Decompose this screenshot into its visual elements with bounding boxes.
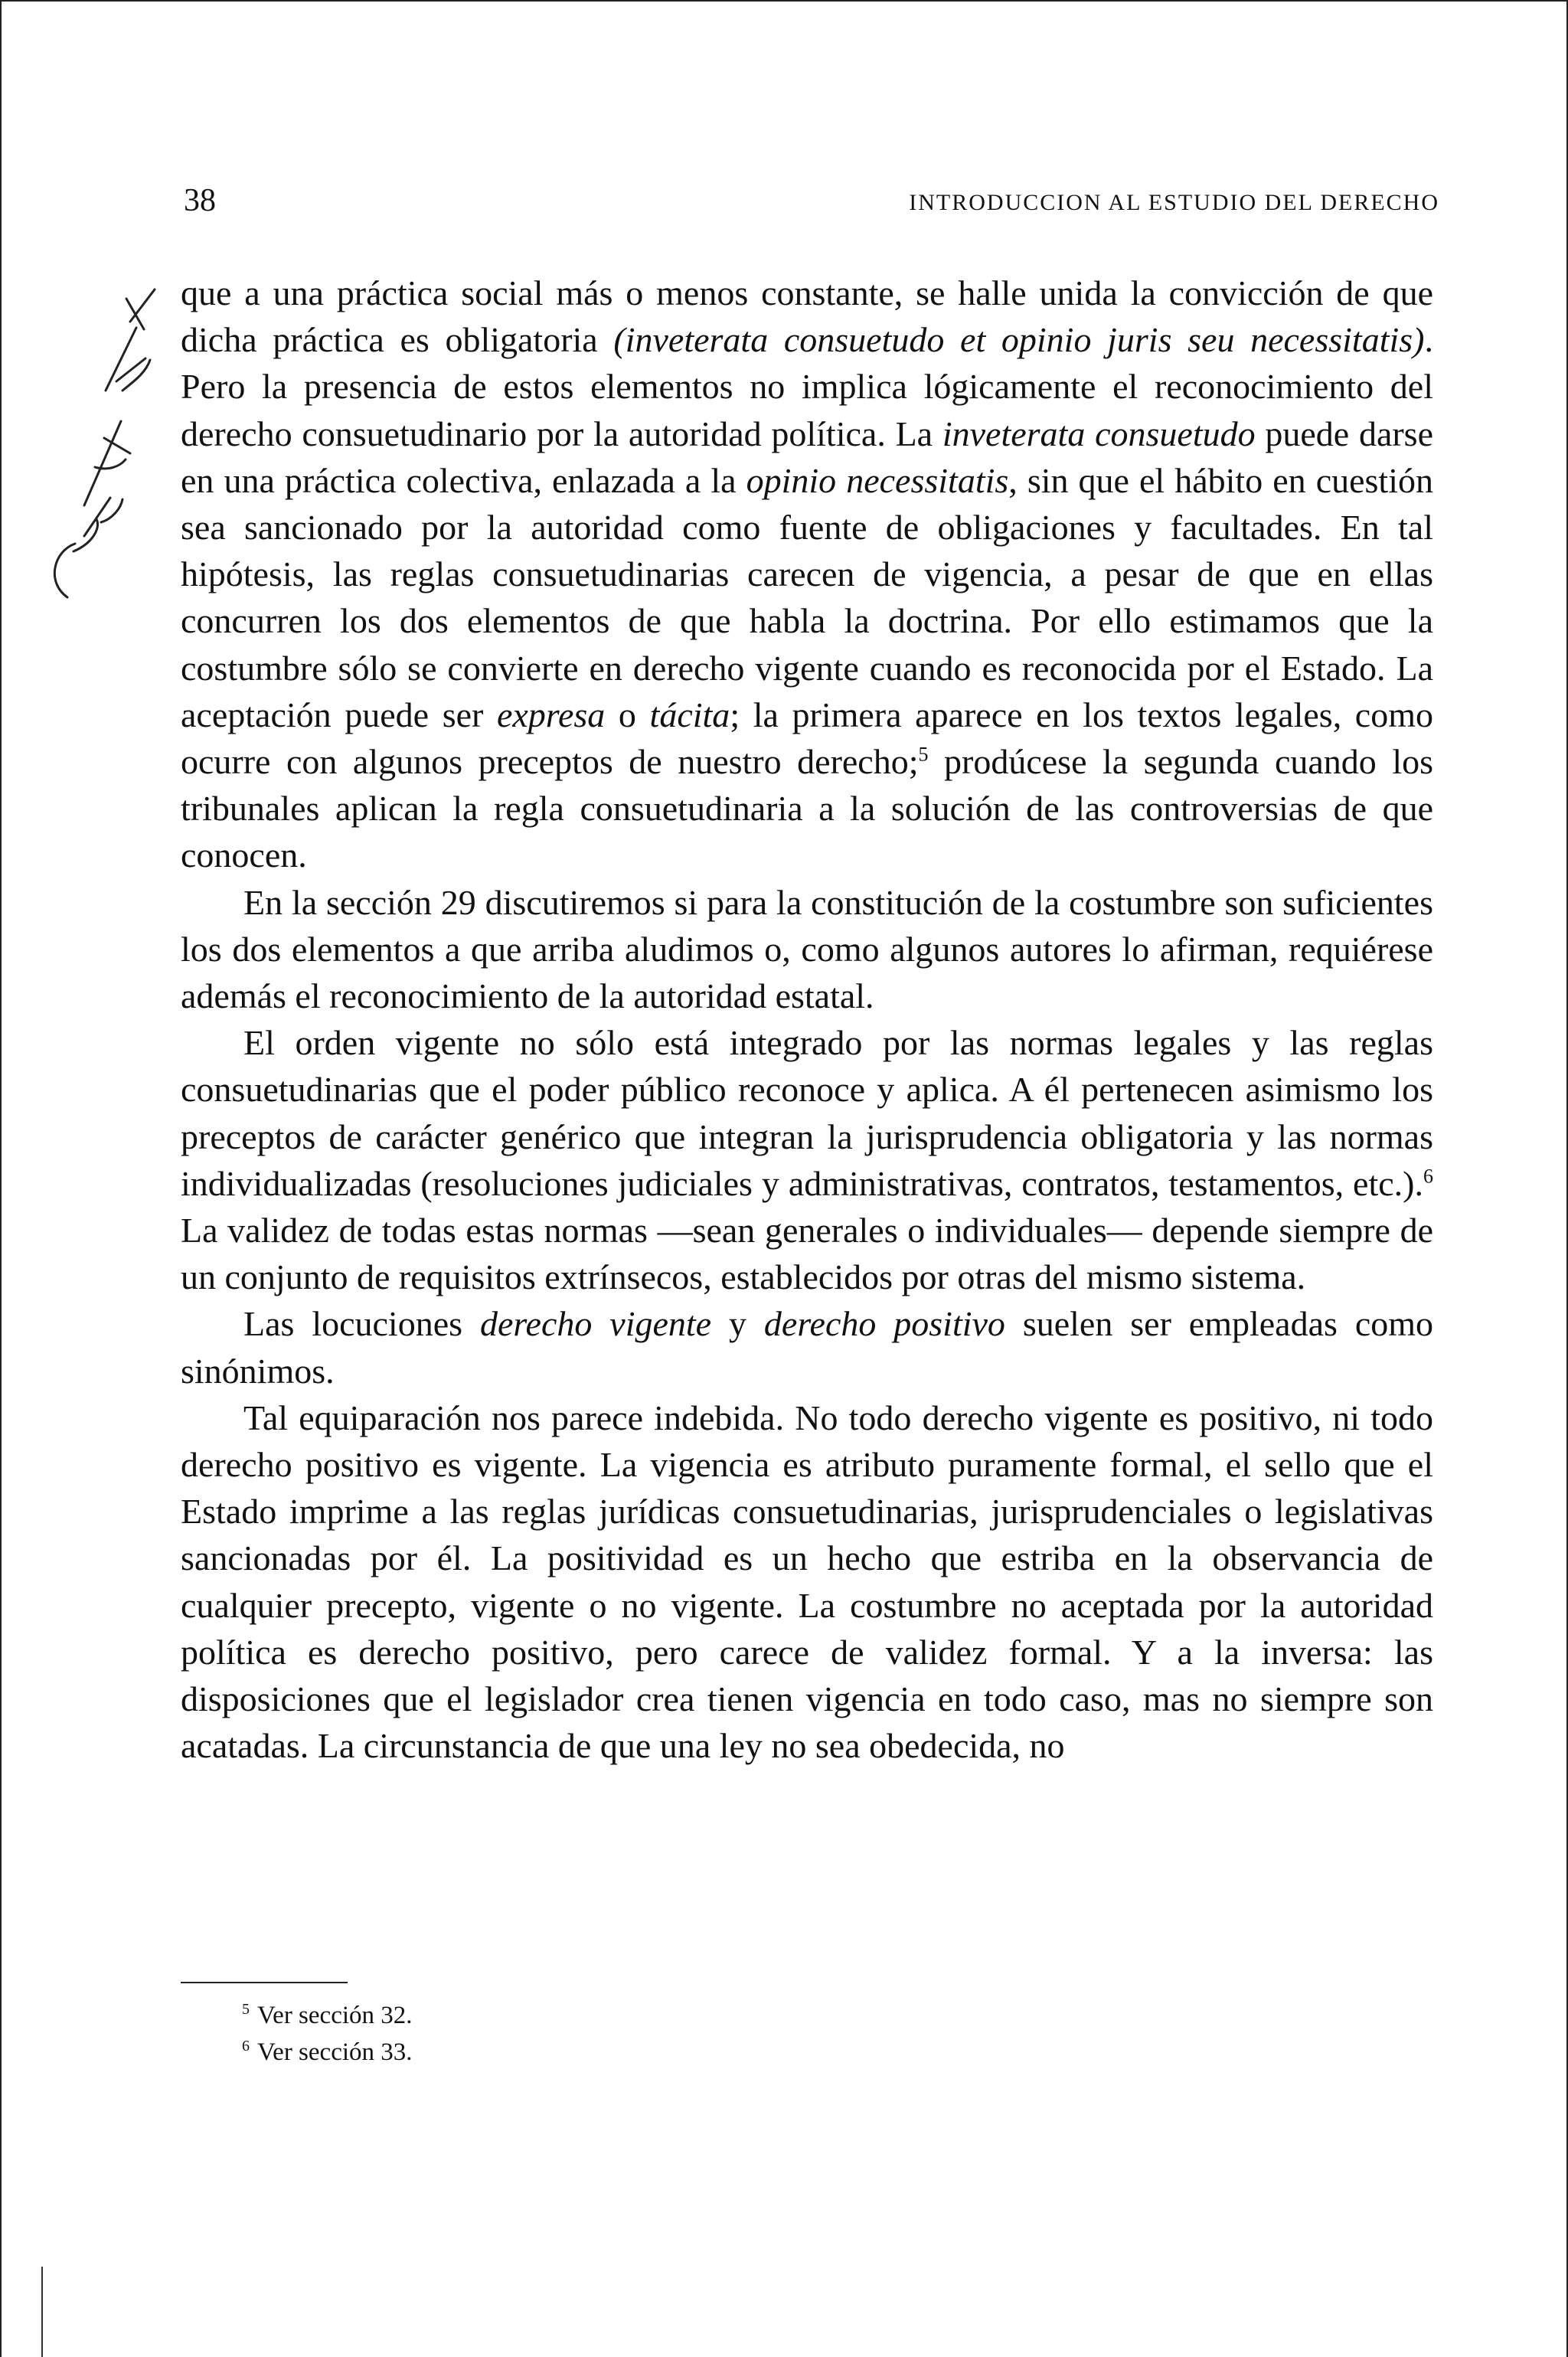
paragraph [181,1394,1433,1770]
page-number: 38 [184,183,216,218]
running-title: INTRODUCCION AL ESTUDIO DEL DERECHO [909,190,1439,215]
text-run: La validez de todas estas normas —sean generales o individuales— depende siempre de un conjunto de requisitos extrínsecos, establecidos por otras del mismo sistema. [181,1211,1433,1297]
paragraph [181,1019,1433,1300]
text-run: En la sección 29 discutiremos si para la constitución de la costumbre son suficientes los dos elementos a que arriba aludimos o, como algunos autores lo afirman, requiérese además el reconocimiento de la autoridad estatal. [181,882,1433,1016]
paragraph [181,1300,1433,1394]
binding-edge-line [41,2267,43,2357]
italic-term: tácita [649,695,730,734]
page-header [184,182,1439,228]
footnote-number: 6 [242,2038,250,2055]
footnote-item [242,1994,413,2031]
footnote-ref: 5 [918,743,929,766]
footnotes [242,1994,413,2068]
footnote-number: 5 [242,2001,250,2018]
footnote-ref: 6 [1423,1165,1433,1188]
italic-term: (inveterata consuetudo et opinio juris seu necessitatis) [613,320,1425,360]
text-run: Tal equiparación nos parece indebida. No todo derecho vigente es positivo, ni todo derecho positivo es vigente. La vigencia es atributo puramente formal, el sello que el Estado imprime a las reglas jurídicas consuetudinarias, jurisprudenciales o legislativas sancionadas por él. La positividad es un hecho que estriba en la observancia de cualquier precepto, vigente o no vigente. La costumbre no aceptada por la autoridad política es derecho positivo, pero carece de validez formal. Y a la inversa: las disposiciones que el legislador crea tienen vigencia en todo caso, mas no siempre son acatadas. La circunstancia de que una ley no sea obedecida, no [181,1398,1433,1766]
paragraph [181,270,1433,879]
text-run: suelen ser empleadas como sinónimos. [181,1304,1434,1391]
handwritten-margin-annotation [31,276,184,674]
footnote-divider [181,1982,348,1983]
text-run: , sin que el hábito en cuestión sea sancionado por la autoridad como fuente de obligaciones y facultades. En tal hipótesis, las reglas consuetudinarias carecen de vigencia, a pesar de que en ellas concurren los dos elementos de que habla la doctrina. Por ello estimamos que la costumbre sólo se convierte en derecho vigente cuando es reconocida por el Estado. La aceptación puede ser [181,460,1433,734]
italic-term: opinio necessitatis [746,460,1009,500]
italic-term: derecho positivo [763,1304,1005,1344]
text-run: y [711,1304,764,1344]
text-run: puede darse en una práctica colectiva, enlazada a la [181,414,1433,500]
italic-term: inveterata consuetudo [942,414,1256,453]
footnote-text: Ver sección 32. [257,2002,413,2029]
footnote-item [242,2031,413,2068]
paragraph [181,879,1433,1020]
footnote-text: Ver sección 33. [257,2038,413,2066]
text-run: Las locuciones [243,1304,480,1344]
text-run: El orden vigente no sólo está integrado por las normas legales y las reglas consuetudinarias que el poder público reconoce y aplica. A él pertenecen asimismo los preceptos de carácter genérico que integran la jurisprudencia obligatoria y las normas individualizadas (resoluciones judiciales y administrativas, contratos, testamentos, etc.). [181,1023,1433,1203]
italic-term: derecho vigente [479,1304,712,1344]
body-text [181,270,1433,1770]
text-run: o [605,695,650,734]
text-run: ; la primera aparece en los textos legales, como ocurre con algunos preceptos de nuestro derecho; [181,695,1433,782]
text-run: que a una práctica social más o menos constante, se halle unida la convicción de que dicha práctica es obligatoria [181,273,1433,360]
text-run: . Pero la presencia de estos elementos no implica lógicamente el reconocimiento del derecho consuetudinario por la autoridad política. La [181,320,1433,453]
text-run: prodúcese la segunda cuando los tribunales aplican la regla consuetudinaria a la solución de las controversias de que conocen. [181,742,1434,875]
italic-term: expresa [496,695,606,734]
